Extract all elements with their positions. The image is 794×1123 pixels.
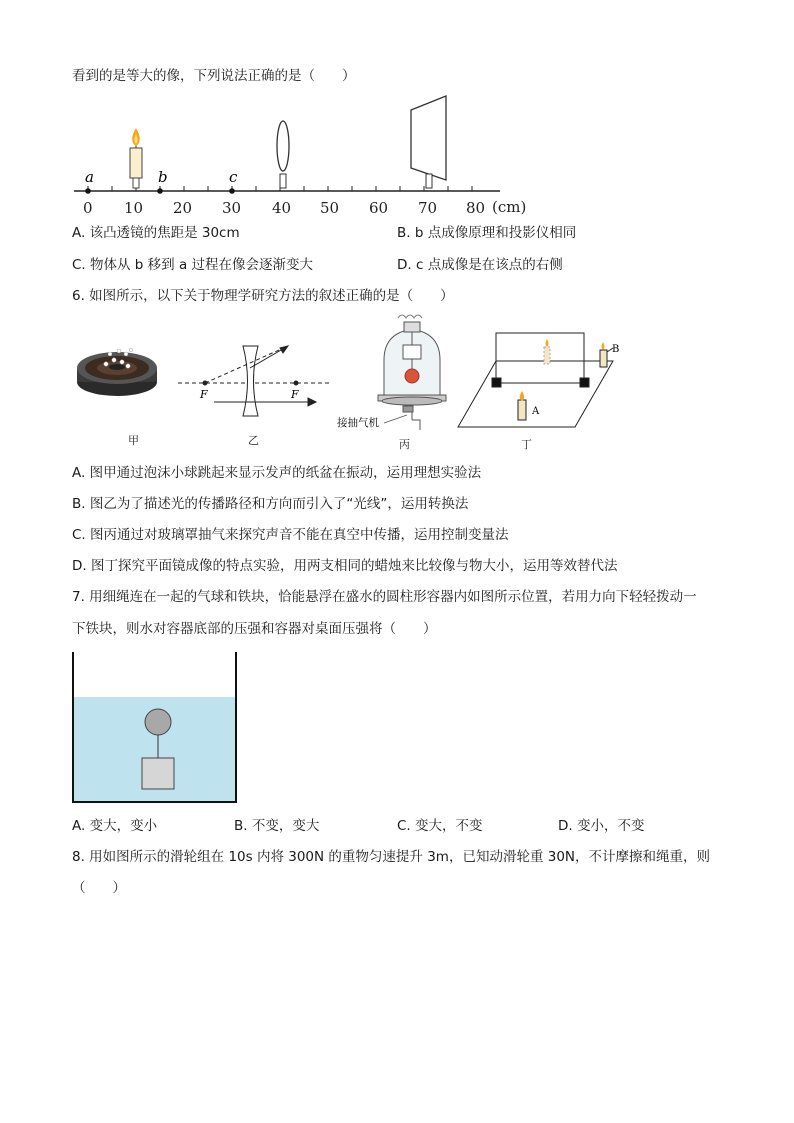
q6-figures (0, 312, 794, 457)
tick-label: 80 (466, 199, 486, 217)
q8-stem-line2: （ ） (72, 880, 126, 896)
q7-container-figure (0, 648, 794, 808)
tick-label: 40 (272, 199, 292, 217)
pump-label: 接抽气机 (337, 417, 379, 429)
point-a-dot (85, 188, 91, 194)
screen (411, 96, 446, 188)
tick-label: 50 (320, 199, 340, 217)
q5-option-d[interactable]: D. c 点成像是在该点的右侧 (397, 257, 563, 273)
caption-bing: 丙 (399, 438, 410, 451)
tick-label: 20 (173, 199, 193, 217)
point-b-dot (157, 188, 163, 194)
iron-block (142, 758, 174, 789)
q6-option-a[interactable]: A. 图甲通过泡沫小球跳起来显示发声的纸盆在振动，运用理想实验法 (72, 465, 482, 481)
q7-option-b[interactable]: B. 不变，变大 (234, 818, 320, 834)
q5-option-c[interactable]: C. 物体从 b 移到 a 过程在像会逐渐变大 (72, 257, 314, 273)
q6-stem: 6. 如图所示，以下关于物理学研究方法的叙述正确的是（ ） (72, 288, 454, 304)
mirror-label-b: B (612, 344, 620, 355)
q5-option-b[interactable]: B. b 点成像原理和投影仪相同 (397, 225, 577, 241)
q6-option-d[interactable]: D. 图丁探究平面镜成像的特点实验，用两支相同的蜡烛来比较像与物大小，运用等效替代法 (72, 558, 618, 574)
q6-option-b[interactable]: B. 图乙为了描述光的传播路径和方向而引入了“光线”，运用转换法 (72, 496, 469, 512)
mirror-label-a: A (532, 406, 540, 417)
q6-option-c[interactable]: C. 图丙通过对玻璃罩抽气来探究声音不能在真空中传播，运用控制变量法 (72, 527, 509, 543)
balloon (145, 709, 171, 735)
caption-jia: 甲 (128, 434, 139, 447)
lens-focus-right: F (291, 388, 299, 401)
q8-stem-line1: 8. 用如图所示的滑轮组在 10s 内将 300N 的重物匀速提升 3m，已知动滑轮重 30N，不计摩擦和绳重，则 (72, 849, 711, 865)
bell-jar-figure (378, 315, 446, 430)
caption-yi: 乙 (248, 434, 259, 447)
q7-option-c[interactable]: C. 变大，不变 (397, 818, 483, 834)
q7-option-d[interactable]: D. 变小，不变 (558, 818, 645, 834)
convex-lens (277, 121, 289, 188)
tick-label: 10 (124, 199, 144, 217)
q5-option-a[interactable]: A. 该凸透镜的焦距是 30cm (72, 225, 240, 241)
q7-stem-line2: 下铁块，则水对容器底部的压强和容器对桌面压强将（ ） (72, 621, 437, 637)
point-c-dot (229, 188, 235, 194)
point-c-label: c (229, 168, 238, 186)
concave-lens-figure (178, 346, 332, 416)
q5-optical-bench-figure (0, 88, 794, 318)
point-b-label: b (158, 168, 168, 186)
q7-stem-line1: 7. 用细绳连在一起的气球和铁块，恰能悬浮在盛水的圆柱形容器内如图所示位置，若用力向下轻轻拨动一 (72, 589, 697, 605)
tick-label: 70 (418, 199, 438, 217)
lens-focus-left: F (200, 388, 208, 401)
speaker-figure (77, 348, 157, 396)
point-a-label: a (85, 168, 94, 186)
q5-stem-tail: 看到的是等大的像，下列说法正确的是（ ） (72, 68, 356, 84)
tick-label: 60 (369, 199, 389, 217)
candle (130, 128, 142, 188)
ruler-unit: (cm) (492, 198, 527, 216)
tick-label: 0 (83, 199, 93, 217)
tick-label: 30 (222, 199, 242, 217)
caption-ding: 丁 (521, 438, 532, 451)
q7-option-a[interactable]: A. 变大，变小 (72, 818, 158, 834)
